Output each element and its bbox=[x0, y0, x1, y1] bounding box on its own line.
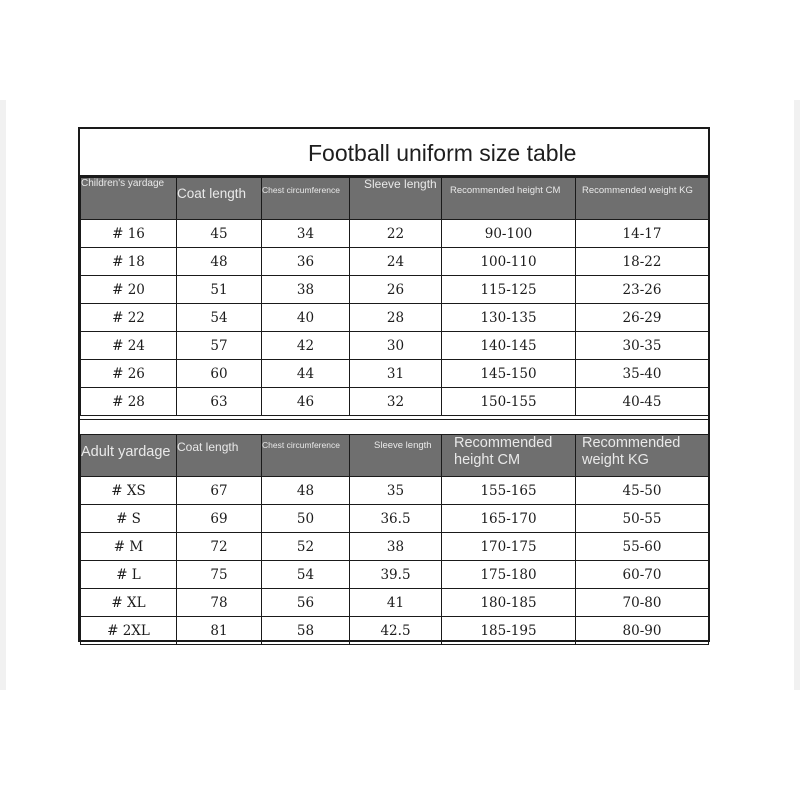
children-size-table bbox=[80, 177, 709, 416]
table-cell: 36.5 bbox=[350, 505, 442, 533]
table-cell: 32 bbox=[350, 388, 442, 416]
table-cell: # 22 bbox=[81, 304, 177, 332]
table-cell: 24 bbox=[350, 248, 442, 276]
table-row bbox=[81, 589, 709, 617]
table-cell: 70-80 bbox=[576, 589, 709, 617]
table-cell: 58 bbox=[262, 617, 350, 645]
table-row bbox=[81, 360, 709, 388]
table-cell: 22 bbox=[350, 220, 442, 248]
table-cell: # 18 bbox=[81, 248, 177, 276]
table-cell: 69 bbox=[177, 505, 262, 533]
table-cell: 23-26 bbox=[576, 276, 709, 304]
table-cell: 67 bbox=[177, 477, 262, 505]
table-cell: 28 bbox=[350, 304, 442, 332]
table-row bbox=[81, 332, 709, 360]
table-cell: # S bbox=[81, 505, 177, 533]
table-row bbox=[81, 304, 709, 332]
table-cell: 42.5 bbox=[350, 617, 442, 645]
table-cell: 26-29 bbox=[576, 304, 709, 332]
table-row bbox=[81, 617, 709, 645]
table-cell: # M bbox=[81, 533, 177, 561]
table-cell: # 16 bbox=[81, 220, 177, 248]
table-cell: 100-110 bbox=[442, 248, 576, 276]
table-cell: # 28 bbox=[81, 388, 177, 416]
table-cell: 115-125 bbox=[442, 276, 576, 304]
table-cell: 150-155 bbox=[442, 388, 576, 416]
table-cell: 63 bbox=[177, 388, 262, 416]
table-cell: 60-70 bbox=[576, 561, 709, 589]
header-sleeve-length: Sleeve length bbox=[350, 435, 442, 477]
table-cell: 170-175 bbox=[442, 533, 576, 561]
table-cell: 90-100 bbox=[442, 220, 576, 248]
table-cell: 56 bbox=[262, 589, 350, 617]
table-cell: 38 bbox=[350, 533, 442, 561]
header-chest-circumference: Chest circumference bbox=[262, 178, 350, 220]
table-cell: 54 bbox=[262, 561, 350, 589]
table-cell: 42 bbox=[262, 332, 350, 360]
header-recommended-weight: Recommended weight KG bbox=[576, 435, 709, 477]
table-cell: 44 bbox=[262, 360, 350, 388]
table-cell: 81 bbox=[177, 617, 262, 645]
header-recommended-height: Recommended height CM bbox=[442, 178, 576, 220]
header-children-yardage: Children's yardage bbox=[81, 178, 177, 220]
header-coat-length: Coat length bbox=[177, 435, 262, 477]
table-row bbox=[81, 248, 709, 276]
table-cell: 180-185 bbox=[442, 589, 576, 617]
adult-size-table bbox=[80, 434, 709, 645]
table-cell: 51 bbox=[177, 276, 262, 304]
children-header-row bbox=[81, 178, 709, 220]
table-cell: 52 bbox=[262, 533, 350, 561]
table-cell: 57 bbox=[177, 332, 262, 360]
table-title: Football uniform size table bbox=[80, 129, 708, 177]
table-cell: 75 bbox=[177, 561, 262, 589]
table-row bbox=[81, 533, 709, 561]
table-cell: 31 bbox=[350, 360, 442, 388]
table-cell: 145-150 bbox=[442, 360, 576, 388]
table-cell: 34 bbox=[262, 220, 350, 248]
header-adult-yardage: Adult yardage bbox=[81, 435, 177, 477]
table-cell: 48 bbox=[177, 248, 262, 276]
table-cell: 40-45 bbox=[576, 388, 709, 416]
size-table-sheet bbox=[78, 127, 710, 642]
header-recommended-height: Recommended height CM bbox=[442, 435, 576, 477]
table-cell: 40 bbox=[262, 304, 350, 332]
table-cell: 155-165 bbox=[442, 477, 576, 505]
table-cell: 45 bbox=[177, 220, 262, 248]
right-edge-strip bbox=[794, 100, 800, 690]
table-cell: 14-17 bbox=[576, 220, 709, 248]
left-edge-strip bbox=[0, 100, 6, 690]
table-cell: # XL bbox=[81, 589, 177, 617]
table-cell: 72 bbox=[177, 533, 262, 561]
table-row bbox=[81, 220, 709, 248]
table-cell: 55-60 bbox=[576, 533, 709, 561]
table-cell: 18-22 bbox=[576, 248, 709, 276]
table-cell: 35 bbox=[350, 477, 442, 505]
table-cell: 48 bbox=[262, 477, 350, 505]
table-cell: 50 bbox=[262, 505, 350, 533]
table-cell: 36 bbox=[262, 248, 350, 276]
table-row bbox=[81, 276, 709, 304]
table-cell: 60 bbox=[177, 360, 262, 388]
table-cell: 26 bbox=[350, 276, 442, 304]
table-cell: 30 bbox=[350, 332, 442, 360]
table-cell: 130-135 bbox=[442, 304, 576, 332]
table-cell: # 20 bbox=[81, 276, 177, 304]
header-recommended-weight: Recommended weight KG bbox=[576, 178, 709, 220]
table-cell: 39.5 bbox=[350, 561, 442, 589]
table-cell: # 2XL bbox=[81, 617, 177, 645]
table-row bbox=[81, 477, 709, 505]
table-row bbox=[81, 505, 709, 533]
table-cell: 35-40 bbox=[576, 360, 709, 388]
table-cell: 80-90 bbox=[576, 617, 709, 645]
table-cell: 46 bbox=[262, 388, 350, 416]
table-row bbox=[81, 561, 709, 589]
table-cell: 38 bbox=[262, 276, 350, 304]
table-cell: 140-145 bbox=[442, 332, 576, 360]
table-cell: # 24 bbox=[81, 332, 177, 360]
table-cell: # L bbox=[81, 561, 177, 589]
adult-header-row bbox=[81, 435, 709, 477]
table-cell: 78 bbox=[177, 589, 262, 617]
header-sleeve-length: Sleeve length bbox=[350, 178, 442, 220]
table-cell: # 26 bbox=[81, 360, 177, 388]
header-chest-circumference: Chest circumference bbox=[262, 435, 350, 477]
table-cell: 41 bbox=[350, 589, 442, 617]
table-cell: 185-195 bbox=[442, 617, 576, 645]
table-cell: 175-180 bbox=[442, 561, 576, 589]
table-cell: 30-35 bbox=[576, 332, 709, 360]
table-cell: 165-170 bbox=[442, 505, 576, 533]
header-coat-length: Coat length bbox=[177, 178, 262, 220]
table-row bbox=[81, 388, 709, 416]
table-cell: 54 bbox=[177, 304, 262, 332]
table-cell: 50-55 bbox=[576, 505, 709, 533]
table-cell: # XS bbox=[81, 477, 177, 505]
table-cell: 45-50 bbox=[576, 477, 709, 505]
